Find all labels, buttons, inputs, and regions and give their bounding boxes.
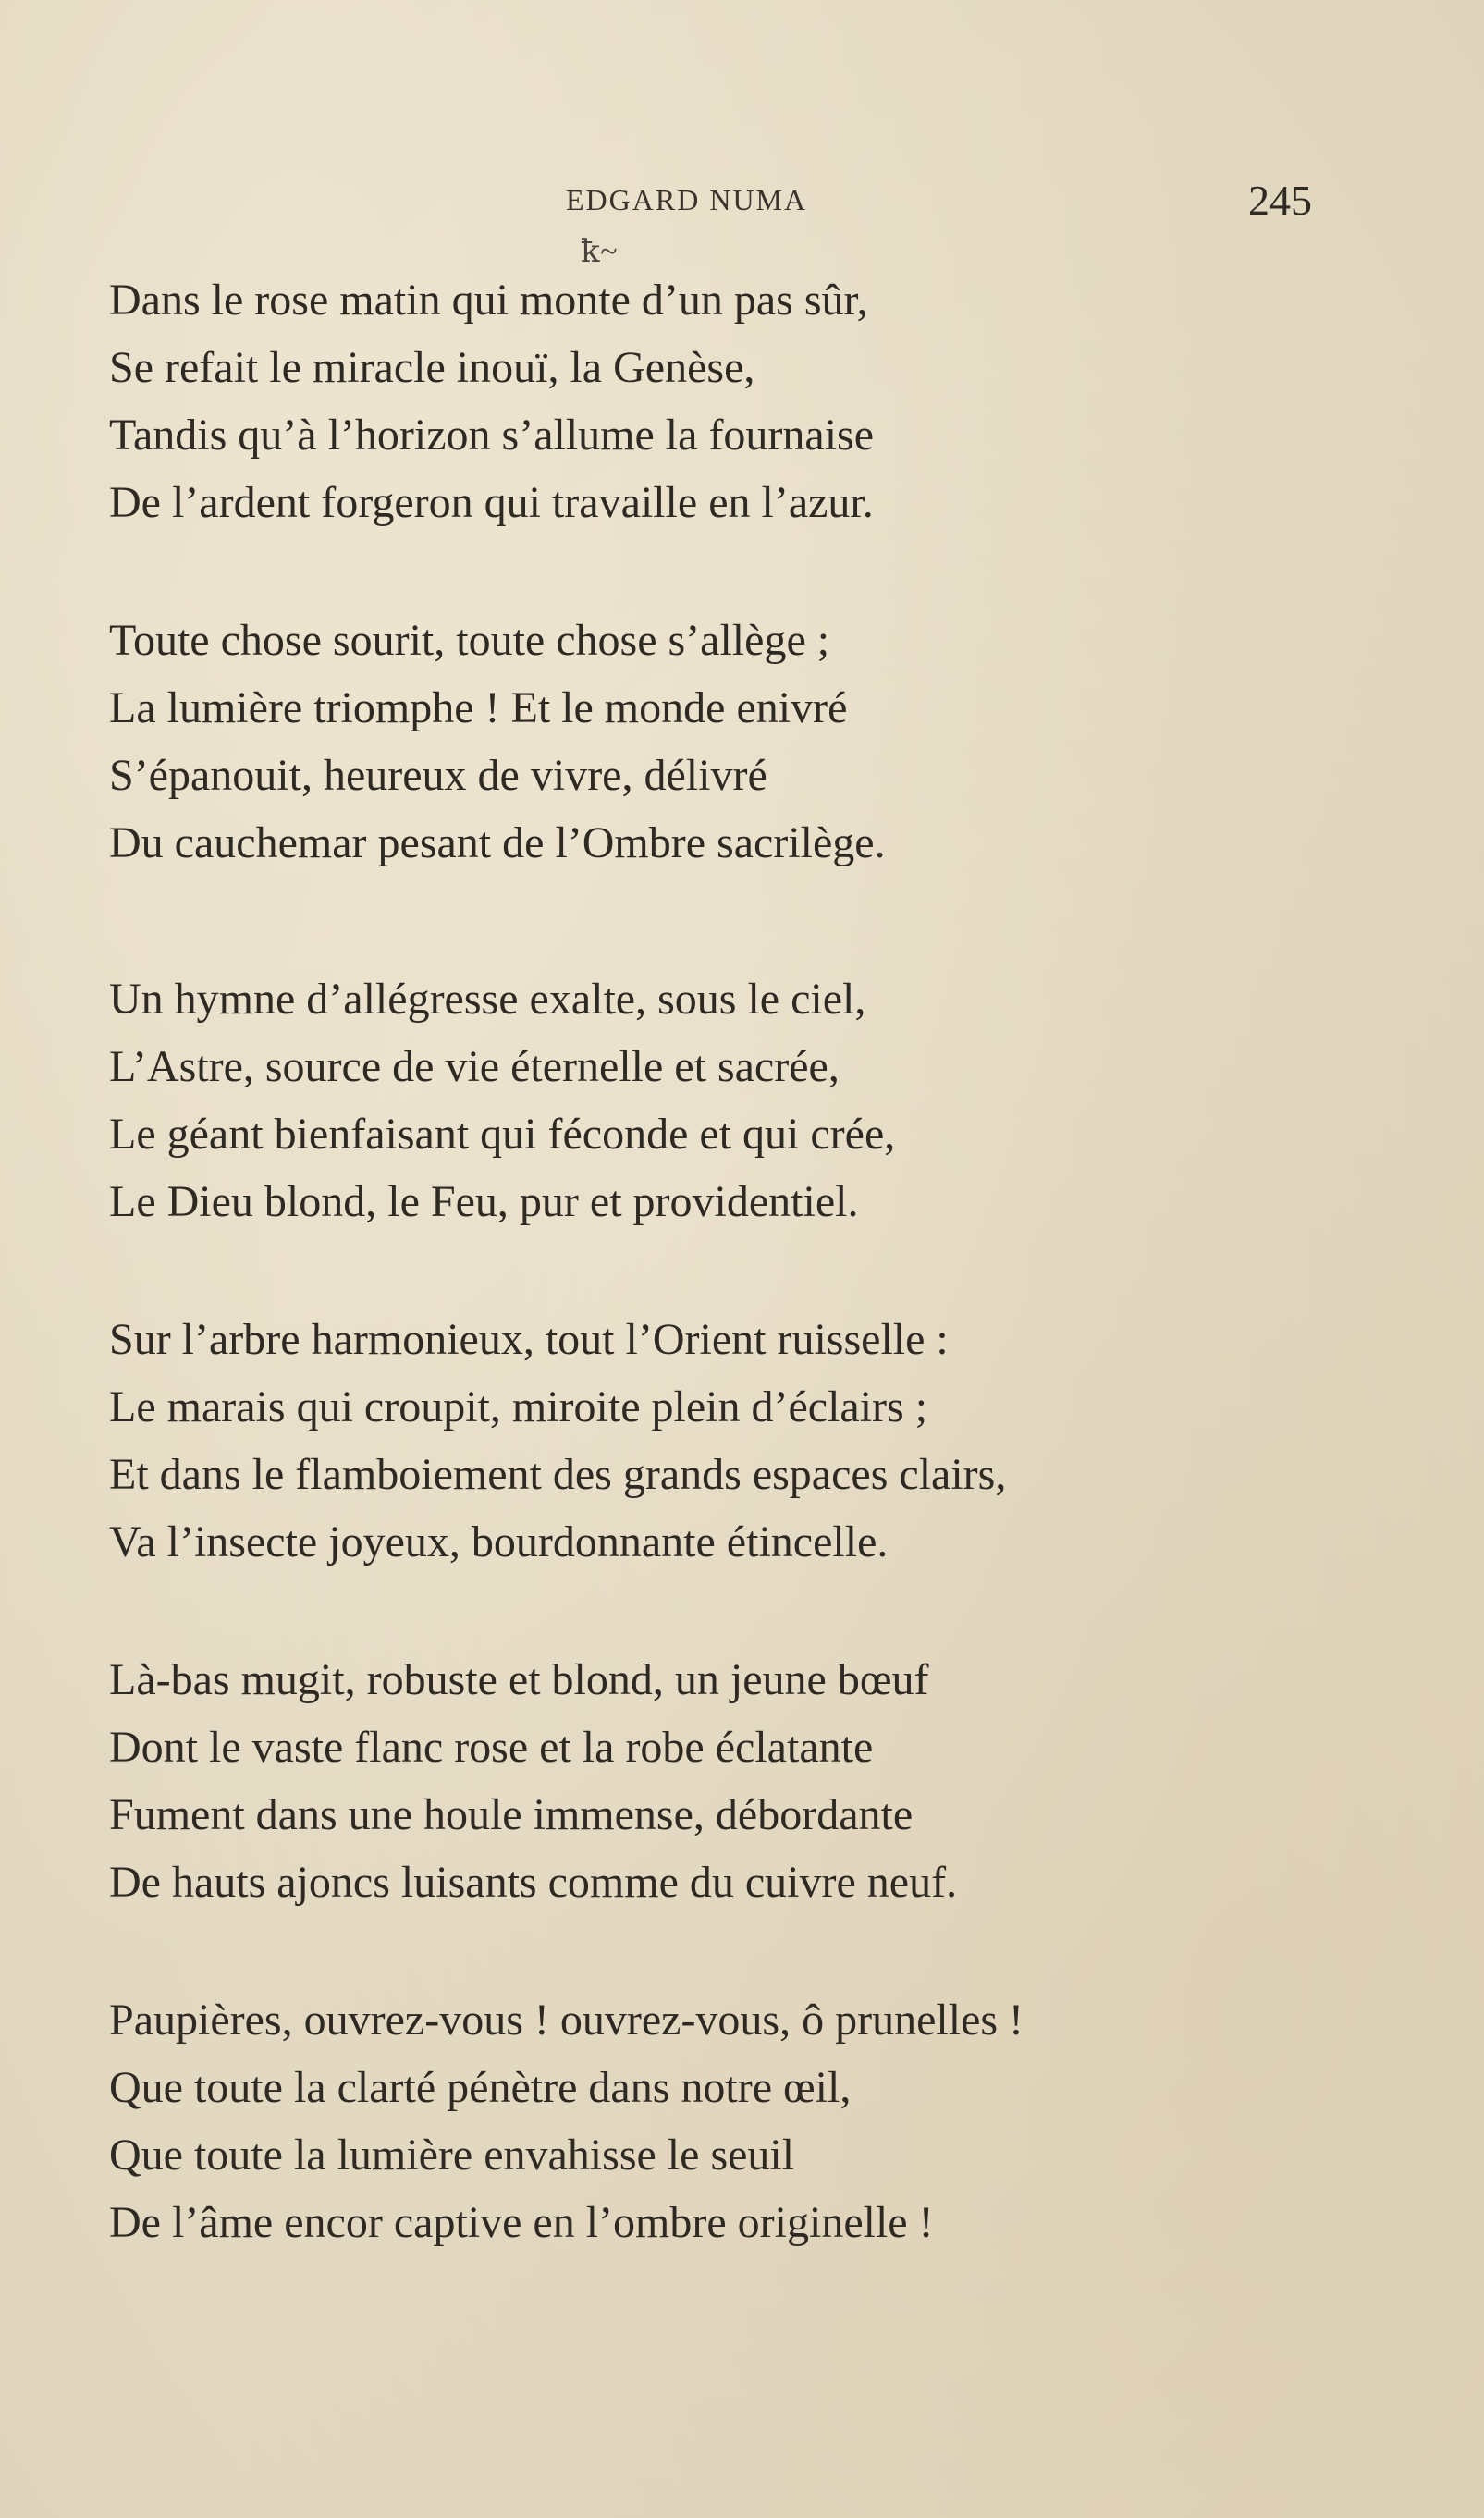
verse-line: Dans le rose matin qui monte d’un pas sûr, xyxy=(109,276,868,325)
verse-line: De l’ardent forgeron qui travaille en l’azur. xyxy=(109,478,874,527)
verse-line: Là-bas mugit, robuste et blond, un jeune bœuf xyxy=(109,1655,929,1704)
verse-line: Dont le vaste flanc rose et la robe éclatante xyxy=(109,1723,874,1772)
verse-line: Se refait le miracle inouï, la Genèse, xyxy=(109,343,755,392)
ornament-mark: ꝁ~ xyxy=(581,235,618,269)
verse-line: Et dans le flamboiement des grands espaces clairs, xyxy=(109,1450,1007,1499)
running-head: EDGARD NUMA xyxy=(566,183,808,216)
verse-line: Que toute la clarté pénètre dans notre œil, xyxy=(109,2063,852,2112)
verse-line: Le marais qui croupit, miroite plein d’éclairs ; xyxy=(109,1382,928,1431)
verse-line: La lumière triomphe ! Et le monde enivré xyxy=(109,683,848,732)
verse-line: Tandis qu’à l’horizon s’allume la fournaise xyxy=(109,411,875,460)
verse-line: Toute chose sourit, toute chose s’allège ; xyxy=(109,616,830,665)
stanza-1 xyxy=(109,266,1441,536)
verse-line: L’Astre, source de vie éternelle et sacrée, xyxy=(109,1042,840,1091)
verse-line: Du cauchemar pesant de l’Ombre sacrilège. xyxy=(109,818,886,867)
verse-line: Va l’insecte joyeux, bourdonnante étincelle. xyxy=(109,1517,889,1566)
page-number: 245 xyxy=(1248,177,1312,224)
verse-line: Fument dans une houle immense, débordante xyxy=(109,1790,914,1839)
stanza-3 xyxy=(109,965,1441,1235)
verse-line: Sur l’arbre harmonieux, tout l’Orient ruisselle : xyxy=(109,1315,949,1364)
verse-line: De l’âme encor captive en l’ombre originelle ! xyxy=(109,2198,934,2247)
verse-line: Le géant bienfaisant qui féconde et qui crée, xyxy=(109,1110,896,1159)
verse-line: Paupières, ouvrez-vous ! ouvrez-vous, ô prunelles ! xyxy=(109,1996,1024,2045)
stanza-2 xyxy=(109,607,1441,877)
stanza-4 xyxy=(109,1306,1441,1576)
verse-line: Que toute la lumière envahisse le seuil xyxy=(109,2131,795,2180)
poem xyxy=(109,266,1441,2327)
verse-line: Un hymne d’allégresse exalte, sous le ciel, xyxy=(109,975,866,1024)
verse-line: De hauts ajoncs luisants comme du cuivre neuf. xyxy=(109,1858,958,1907)
verse-line: S’épanouit, heureux de vivre, délivré xyxy=(109,751,767,800)
verse-line: Le Dieu blond, le Feu, pur et providentiel. xyxy=(109,1177,859,1226)
stanza-5 xyxy=(109,1646,1441,1916)
stanza-6 xyxy=(109,1986,1441,2256)
